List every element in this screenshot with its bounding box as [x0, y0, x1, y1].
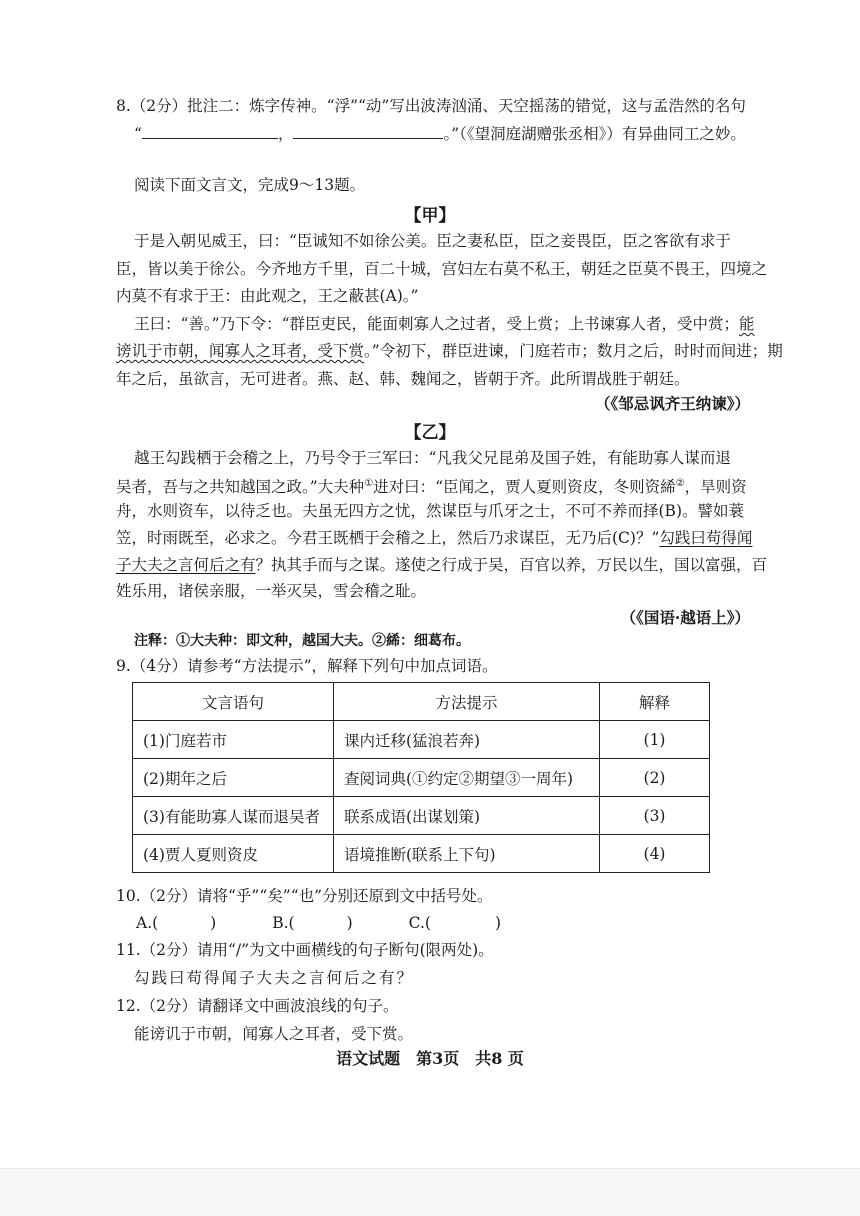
q8-line2-tail: 。”（《望洞庭湖赠张丞相》）有异曲同工之妙。	[443, 125, 746, 143]
answer-cell[interactable]: (4)	[600, 835, 710, 873]
jia-wavy-sentence: 谤讥于市朝，闻寡人之耳者，受下赏	[116, 342, 365, 360]
yi-line2-c: ，旱则资	[684, 478, 747, 497]
jia-p1-line2: 臣，皆以美于徐公。今齐地方千里，百二十城，宫妇左右莫不私王，朝廷之臣莫不畏王，四境之	[116, 260, 768, 278]
yi-underline-start: 勾践曰苟得闻	[659, 529, 753, 547]
table-cell: 课内迁移(猛浪若奔)	[334, 721, 600, 759]
jia-p2-line3: 年之后，虽欲言，无可进者。燕、赵、韩、魏闻之，皆朝于齐。此所谓战胜于朝廷。	[116, 370, 690, 388]
q8-line2	[134, 123, 746, 145]
jia-wavy-start: 能	[739, 315, 755, 333]
yi-line4	[116, 527, 752, 549]
table-row	[133, 759, 710, 797]
note-ref-2: ②	[675, 478, 685, 489]
option-c-close: )	[494, 914, 502, 932]
yi-line2-a: 吴者，吾与之共知越国之政。”大夫种	[116, 478, 365, 497]
bottom-band	[0, 1169, 860, 1216]
q9-stem: 9.（4分）请参考“方法提示”，解释下列句中加点词语。	[116, 657, 498, 675]
page-footer: 语文试题 第3页 共8 页	[336, 1049, 524, 1068]
jia-p1-line1: 于是入朝见威王，曰：“臣诚知不如徐公美。臣之妻私臣，臣之妾畏臣，臣之客欲有求于	[134, 232, 731, 250]
yi-line5	[116, 554, 767, 576]
option-a-close: )	[210, 914, 217, 932]
table-row	[133, 797, 710, 835]
yi-line5-tail: ？执其手而与之谋。遂使之行成于吴，百官以养，万民以生，国以富强，百	[255, 556, 768, 574]
table-cell: (3)有能助寡人谋而退吴者	[133, 797, 334, 835]
table-header: 文言语句	[133, 683, 334, 721]
jia-p1-line3: 内莫不有求于王：由此观之，王之蔽甚(A)。”	[116, 287, 419, 305]
table-header-row	[133, 683, 710, 721]
option-b-label: B.(	[272, 914, 295, 932]
note-ref-1: ①	[364, 478, 374, 489]
table-header: 解释	[600, 683, 710, 721]
table-row	[133, 835, 710, 873]
table-cell: 语境推断(联系上下句)	[334, 835, 600, 873]
option-c-label: C.(	[408, 914, 431, 932]
table-cell: (4)贾人夏则资皮	[133, 835, 334, 873]
jia-p2-line2	[116, 340, 783, 362]
table-header: 方法提示	[334, 683, 600, 721]
annotation-notes: 注释：①大夫种：即文种，越国大夫。②絺：细葛布。	[134, 633, 470, 649]
yi-line3: 舟，水则资车，以待乏也。夫虽无四方之忧，然谋臣与爪牙之士，不可不养而择(B)。譬如蓑	[116, 502, 744, 520]
answer-cell[interactable]: (1)	[600, 721, 710, 759]
q8-blank-2[interactable]	[293, 123, 443, 139]
section-jia-title: 【甲】	[404, 206, 456, 226]
q10-options	[136, 912, 501, 934]
yi-underline-end: 子大夫之言何后之有	[116, 556, 256, 574]
jia-source: （《邹忌讽齐王纳谏》）	[594, 394, 750, 413]
q12-stem: 12.（2分）请翻译文中画波浪线的句子。	[116, 997, 399, 1015]
q8-line1: 8.（2分）批注二：炼字传神。“浮”“动”写出波涛汹涌、天空摇荡的错觉，这与孟浩然的名句	[116, 97, 746, 115]
yi-source: （《国语·越语上》）	[620, 608, 750, 627]
table-cell: 查阅词典(①约定②期望③一周年)	[334, 759, 600, 797]
q10-stem: 10.（2分）请将“乎”“矣”“也”分别还原到文中括号处。	[116, 887, 493, 905]
reading-intro: 阅读下面文言文，完成9～13题。	[134, 176, 366, 194]
table-cell: (2)期年之后	[133, 759, 334, 797]
q8-quote-open: “	[134, 125, 142, 143]
answer-cell[interactable]: (3)	[600, 797, 710, 835]
q12-sentence: 能谤讥于市朝，闻寡人之耳者，受下赏。	[134, 1025, 414, 1043]
jia-p2-line1	[134, 313, 755, 335]
option-a-label: A.(	[136, 914, 159, 932]
q11-sentence: 勾践曰苟得闻子大夫之言何后之有？	[134, 969, 415, 987]
q9-table	[132, 682, 710, 873]
answer-cell[interactable]: (2)	[600, 759, 710, 797]
yi-line4-head: 笠，时雨既至，必求之。今君王既栖于会稽之上，然后乃求谋臣，无乃后(C)？”	[116, 529, 660, 547]
table-cell: (1)门庭若市	[133, 721, 334, 759]
q8-blank-1[interactable]	[142, 123, 278, 139]
yi-line1: 越王勾践栖于会稽之上，乃号令于三军曰：“凡我父兄昆弟及国子姓，有能助寡人谋而退	[134, 449, 731, 467]
table-row	[133, 721, 710, 759]
yi-line2	[116, 473, 747, 498]
q11-stem: 11.（2分）请用“/”为文中画横线的句子断句(限两处)。	[116, 941, 494, 959]
q8-sep: ，	[277, 125, 294, 143]
option-b-close: )	[346, 914, 353, 932]
jia-p2-line2-tail: 。”令初下，群臣进谏，门庭若市；数月之后，时时而间进；期	[364, 342, 783, 360]
table-cell: 联系成语(出谋划策)	[334, 797, 600, 835]
jia-p2-line1-text: 王曰：“善。”乃下令：“群臣吏民，能面刺寡人之过者，受上赏；上书谏寡人者，受中赏；	[134, 315, 740, 333]
yi-line2-b: 进对曰：“臣闻之，贾人夏则资皮，冬则资絺	[373, 478, 676, 497]
section-yi-title: 【乙】	[404, 423, 456, 443]
yi-line6: 姓乐用，诸侯亲服，一举灭吴，雪会稽之耻。	[116, 582, 427, 600]
